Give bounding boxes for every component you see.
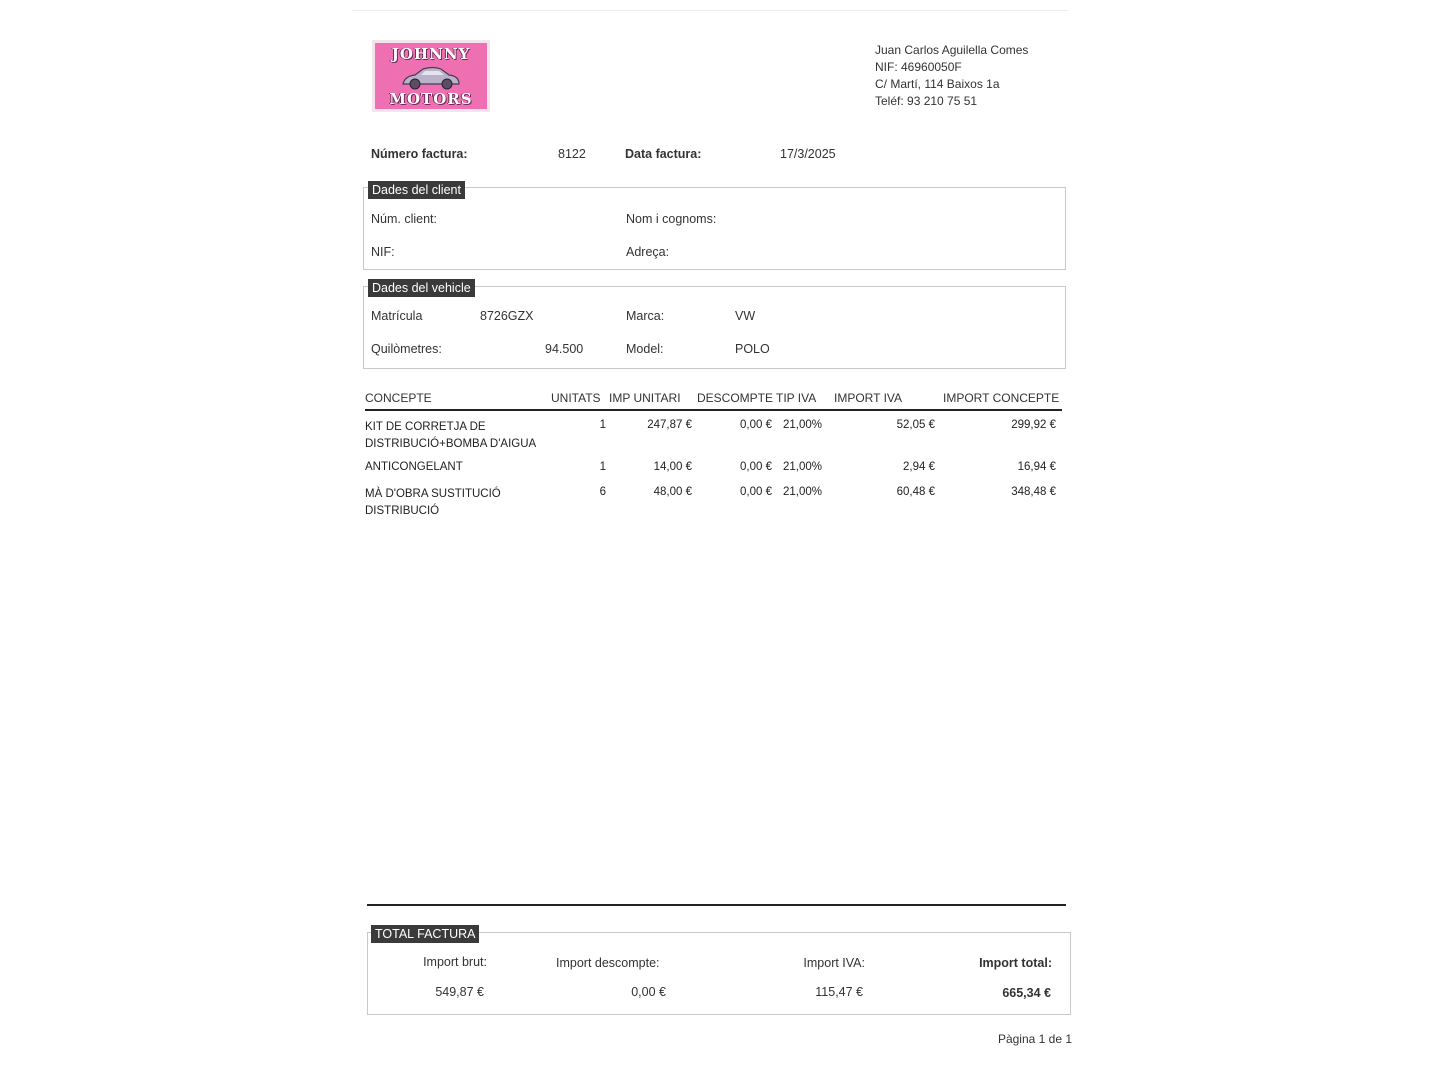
company-logo (372, 40, 490, 112)
client-box-title: Dades del client (368, 181, 465, 199)
vehicle-km: 94.500 (545, 342, 584, 356)
row-vat-rate: 21,00% (783, 461, 823, 473)
page-number: Pàgina 1 de 1 (997, 1032, 1072, 1046)
invoice-number-label: Número factura: (371, 147, 468, 161)
vehicle-plate-label: Matrícula (371, 309, 423, 323)
row-discount: 0,00 € (740, 419, 772, 431)
row-vat: 52,05 € (896, 419, 935, 431)
vehicle-brand: VW (735, 309, 756, 323)
header-unit-price: IMP UNITARI (609, 391, 681, 405)
invoice-page (352, 10, 1072, 1071)
vehicle-plate: 8726GZX (480, 309, 534, 323)
total-amount: 665,34 € (1002, 986, 1051, 1000)
client-address-label: Adreça: (626, 245, 670, 259)
header-units: UNITATS (551, 391, 601, 405)
row-units: 1 (599, 461, 606, 473)
row-concept: KIT DE CORRETJA DE DISTRIBUCIÓ+BOMBA D'AIGUA (365, 421, 537, 450)
row-discount: 0,00 € (740, 461, 772, 473)
row-total: 348,48 € (1011, 486, 1056, 498)
row-concept: MÀ D'OBRA SUSTITUCIÓ DISTRIBUCIÓ (365, 488, 501, 517)
row-total: 16,94 € (1017, 461, 1056, 473)
row-unit-price: 14,00 € (653, 461, 692, 473)
client-number-label: Núm. client: (371, 212, 437, 226)
row-unit-price: 48,00 € (653, 486, 692, 498)
gross-amount: 549,87 € (435, 985, 484, 999)
header-vat-amount: IMPORT IVA (834, 391, 903, 405)
vehicle-brand-label: Marca: (626, 309, 665, 323)
table-header-rule (365, 409, 1062, 411)
vat-amount: 115,47 € (815, 985, 863, 999)
row-discount: 0,00 € (740, 486, 772, 498)
company-phone: Teléf: 93 210 75 51 (875, 94, 978, 108)
company-info (875, 42, 1028, 110)
gross-label: Import brut: (423, 955, 487, 969)
car-icon (399, 64, 463, 90)
discount-amount: 0,00 € (631, 985, 666, 999)
totals-rule (367, 904, 1066, 906)
company-address: C/ Martí, 114 Baixos 1a (875, 77, 1000, 91)
logo-word-bottom: MOTORS (389, 90, 473, 108)
client-name-label: Nom i cognoms: (626, 212, 717, 226)
row-concept: ANTICONGELANT (365, 461, 463, 473)
row-unit-price: 247,87 € (647, 419, 692, 431)
vehicle-km-label: Quilòmetres: (371, 342, 442, 356)
row-vat: 2,94 € (903, 461, 935, 473)
invoice-date: 17/3/2025 (780, 147, 836, 161)
header-vat-rate: TIP IVA (776, 391, 817, 405)
row-vat-rate: 21,00% (783, 419, 823, 431)
invoice-number: 8122 (558, 147, 586, 161)
client-box (363, 187, 1066, 270)
header-discount: DESCOMPTE (697, 391, 774, 405)
total-label: Import total: (979, 956, 1052, 970)
company-nif: NIF: 46960050F (875, 60, 962, 74)
vehicle-box (363, 286, 1066, 369)
logo-word-top: JOHNNY (391, 45, 471, 63)
discount-label: Import descompte: (556, 956, 660, 970)
vehicle-model: POLO (735, 342, 770, 356)
row-vat: 60,48 € (896, 486, 935, 498)
row-units: 1 (599, 419, 606, 431)
company-name: Juan Carlos Aguilella Comes (875, 43, 1029, 57)
header-line-total: IMPORT CONCEPTE (943, 391, 1060, 405)
totals-box-title: TOTAL FACTURA (371, 925, 479, 943)
row-vat-rate: 21,00% (783, 486, 823, 498)
invoice-date-label: Data factura: (625, 147, 702, 161)
vat-label: Import IVA: (803, 956, 865, 970)
row-total: 299,92 € (1011, 419, 1056, 431)
row-units: 6 (599, 486, 606, 498)
client-nif-label: NIF: (371, 245, 395, 259)
header-concept: CONCEPTE (365, 391, 432, 405)
vehicle-model-label: Model: (626, 342, 664, 356)
vehicle-box-title: Dades del vehicle (368, 279, 475, 297)
totals-box (367, 932, 1071, 1015)
